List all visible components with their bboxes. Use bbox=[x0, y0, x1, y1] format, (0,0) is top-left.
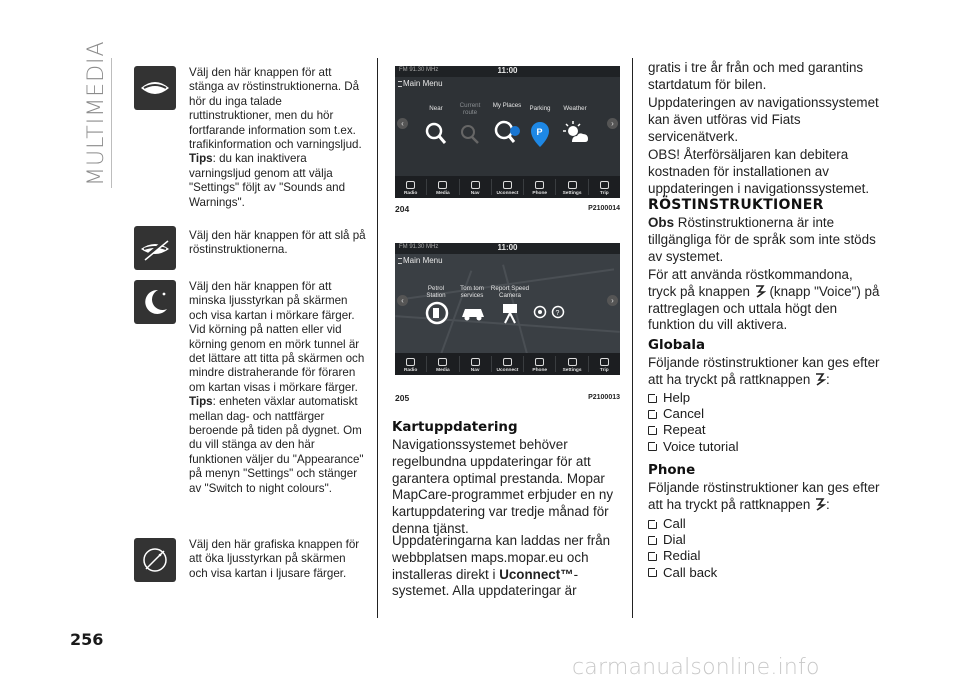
figure-204-code: P2100014 bbox=[588, 205, 620, 212]
uconnect-icon bbox=[503, 181, 512, 189]
checkbox-bullet-icon bbox=[648, 536, 657, 545]
compass-icon bbox=[471, 358, 480, 366]
option-near-label: Near bbox=[429, 105, 443, 112]
checkbox-bullet-icon bbox=[648, 568, 657, 577]
voice-usage-paragraph: För att använda röstkommandona, tryck på knappen (knapp "Voice") på rattreglagen och uttala högt den funktion du vill aktivera. bbox=[648, 267, 880, 333]
option-current-route-label: Current route bbox=[459, 102, 481, 116]
list-item: Cancel bbox=[648, 406, 739, 422]
trip-icon bbox=[600, 358, 609, 366]
svg-text:P: P bbox=[536, 127, 543, 137]
phone-icon bbox=[535, 358, 544, 366]
section-rule bbox=[111, 58, 112, 188]
nav-media[interactable]: Media bbox=[427, 176, 458, 198]
petrol-station-icon[interactable] bbox=[425, 301, 449, 325]
scroll-right-arrow[interactable]: › bbox=[607, 295, 618, 306]
nav-uconnect[interactable]: Uconnect bbox=[492, 353, 523, 375]
phone-command-list bbox=[648, 516, 717, 581]
obs-note: Obs Röstinstruktionerna är inte tillgängliga för de språk som inte stöds av systemet. bbox=[648, 215, 876, 264]
bottom-nav-bar bbox=[395, 353, 620, 375]
checkbox-bullet-icon bbox=[648, 442, 657, 451]
figure-204-screen bbox=[395, 66, 620, 198]
uconnect-icon bbox=[503, 358, 512, 366]
main-menu-title: Main Menu bbox=[403, 256, 443, 265]
list-item: Call bbox=[648, 516, 717, 532]
car-icon[interactable] bbox=[459, 303, 487, 323]
radio-frequency: FM 91.30 MHz bbox=[399, 67, 439, 73]
list-item: Call back bbox=[648, 565, 717, 581]
clock: 11:00 bbox=[497, 66, 518, 75]
nav-uconnect[interactable]: Uconnect bbox=[492, 176, 523, 198]
watermark: carmanualsonline.info bbox=[572, 655, 820, 680]
day-mode-icon bbox=[134, 538, 176, 582]
list-item: Voice tutorial bbox=[648, 439, 739, 455]
status-bar bbox=[395, 66, 620, 77]
menu-icon[interactable] bbox=[398, 81, 402, 87]
status-bar bbox=[395, 243, 620, 254]
help-icon[interactable] bbox=[551, 305, 565, 319]
night-mode-description: Välj den här knappen för att minska ljusstyrkan på skärmen och visa kartan i mörkare färger. Vid körning på natten eller vid körning genom en mörk tunnel är det lättare att titta på skärmen och mindre distraherande för föraren om kartan visas i mörkare färger. Tips: enheten växlar automatiskt mellan dag- och nattfärger beroende på tiden på dygnet. Om du vill stänga av den här funktionen väljer du "Appearance" på menyn "Settings" och stänger av "Switch to night colours". bbox=[189, 280, 365, 495]
nav-radio[interactable]: Radio bbox=[395, 176, 426, 198]
scroll-left-arrow[interactable]: ‹ bbox=[397, 295, 408, 306]
voice-instructions-heading: RÖSTINSTRUKTIONER bbox=[648, 197, 824, 213]
main-menu-title: Main Menu bbox=[403, 79, 443, 88]
radio-icon bbox=[406, 181, 415, 189]
media-icon bbox=[438, 181, 447, 189]
column-divider-2 bbox=[632, 58, 633, 618]
radio-frequency: FM 91.30 MHz bbox=[399, 244, 439, 250]
current-route-icon[interactable] bbox=[458, 123, 482, 145]
map-update-paragraph-4: Uppdateringen av navigationssystemet kan även utföras vid Fiats servicenätverk. bbox=[648, 95, 879, 144]
voice-on-icon bbox=[134, 226, 176, 270]
speed-camera-icon[interactable] bbox=[497, 301, 523, 325]
target-icon[interactable] bbox=[533, 305, 547, 319]
near-search-icon[interactable] bbox=[424, 121, 448, 147]
figure-204-number: 204 bbox=[395, 204, 410, 214]
option-tomtom-services-label: Tom tom services bbox=[460, 285, 484, 299]
map-update-paragraph-3: gratis i tre år från och med garantins startdatum för bilen. bbox=[648, 60, 864, 92]
gear-icon bbox=[568, 358, 577, 366]
night-mode-icon bbox=[134, 280, 176, 324]
svg-text:?: ? bbox=[555, 310, 560, 317]
page-number: 256 bbox=[70, 630, 104, 649]
global-command-list bbox=[648, 390, 739, 455]
nav-radio[interactable]: Radio bbox=[395, 353, 426, 375]
phone-intro: Följande röstinstruktioner kan ges efter att ha tryckt på rattknappen : bbox=[648, 480, 880, 512]
voice-button-icon bbox=[814, 373, 826, 386]
radio-icon bbox=[406, 358, 415, 366]
bottom-nav-bar bbox=[395, 176, 620, 198]
list-item: Redial bbox=[648, 548, 717, 564]
phone-icon bbox=[535, 181, 544, 189]
day-mode-description: Välj den här grafiska knappen för att öka ljusstyrkan på skärmen och visa kartan i ljusare färger. bbox=[189, 538, 360, 580]
option-weather-label: Weather bbox=[563, 105, 587, 112]
voice-off-icon bbox=[134, 66, 176, 110]
map-update-paragraph-5: OBS! Återförsäljaren kan debitera kostnaden för installationen av uppdateringen i navigationssystemet. bbox=[648, 147, 870, 196]
checkbox-bullet-icon bbox=[648, 410, 657, 419]
parking-pin-icon[interactable] bbox=[529, 120, 551, 148]
checkbox-bullet-icon bbox=[648, 394, 657, 403]
nav-nav[interactable]: Nav bbox=[460, 353, 491, 375]
scroll-left-arrow[interactable]: ‹ bbox=[397, 118, 408, 129]
nav-nav[interactable]: Nav bbox=[460, 176, 491, 198]
map-update-heading: Kartuppdatering bbox=[392, 420, 518, 435]
nav-settings[interactable]: Settings bbox=[556, 353, 587, 375]
option-speed-camera-label: Report Speed Camera bbox=[490, 285, 530, 299]
checkbox-bullet-icon bbox=[648, 552, 657, 561]
nav-phone[interactable]: Phone bbox=[524, 176, 555, 198]
list-item: Dial bbox=[648, 532, 717, 548]
voice-button-icon bbox=[814, 498, 826, 511]
global-heading: Globala bbox=[648, 338, 706, 353]
scroll-right-arrow[interactable]: › bbox=[607, 118, 618, 129]
list-item: Repeat bbox=[648, 422, 739, 438]
checkbox-bullet-icon bbox=[648, 426, 657, 435]
phone-heading: Phone bbox=[648, 463, 696, 478]
nav-settings[interactable]: Settings bbox=[556, 176, 587, 198]
nav-trip[interactable]: Trip bbox=[589, 353, 620, 375]
my-places-icon[interactable] bbox=[493, 119, 523, 147]
clock: 11:00 bbox=[497, 243, 518, 252]
compass-icon bbox=[471, 181, 480, 189]
nav-media[interactable]: Media bbox=[427, 353, 458, 375]
option-parking-label: Parking bbox=[529, 105, 551, 112]
option-my-places-label: My Places bbox=[492, 102, 522, 109]
nav-phone[interactable]: Phone bbox=[524, 353, 555, 375]
global-intro: Följande röstinstruktioner kan ges efter att ha tryckt på rattknappen : bbox=[648, 355, 880, 387]
figure-205-screen bbox=[395, 243, 620, 375]
menu-icon[interactable] bbox=[398, 258, 402, 264]
voice-on-description: Välj den här knappen för att slå på röstinstruktionerna. bbox=[189, 229, 366, 257]
list-item: Help bbox=[648, 390, 739, 406]
section-title: MULTIMEDIA bbox=[84, 40, 109, 186]
voice-off-description: Välj den här knappen för att stänga av röstinstruktionerna. Då hör du inga talade ruttinstruktioner, men du hör fortfarande information som t.ex. trafikinformation och varningsljud. Tips: du kan inaktivera varningsljud genom att välja "Settings" följt av "Sounds and Warnings". bbox=[189, 66, 362, 209]
figure-205-number: 205 bbox=[395, 393, 410, 403]
media-icon bbox=[438, 358, 447, 366]
map-update-paragraph-1: Navigationssystemet behöver regelbundna uppdateringar för att garantera optimal prestanda. Mopar MapCare-programmet erbjuder en ny kartuppdatering var tredje månad för denna tjänst. bbox=[392, 437, 614, 536]
voice-button-icon bbox=[754, 285, 766, 298]
option-petrol-station-label: Petrol Station bbox=[426, 285, 446, 299]
map-update-paragraph-2: Uppdateringarna kan laddas ner från webbplatsen maps.mopar.eu och installeras direkt i Uconnect™-systemet. Alla uppdateringar är bbox=[392, 533, 611, 599]
trip-icon bbox=[600, 181, 609, 189]
gear-icon bbox=[568, 181, 577, 189]
figure-205-code: P2100013 bbox=[588, 394, 620, 401]
column-divider-1 bbox=[377, 58, 378, 618]
weather-icon[interactable] bbox=[562, 120, 590, 146]
checkbox-bullet-icon bbox=[648, 520, 657, 529]
nav-trip[interactable]: Trip bbox=[589, 176, 620, 198]
